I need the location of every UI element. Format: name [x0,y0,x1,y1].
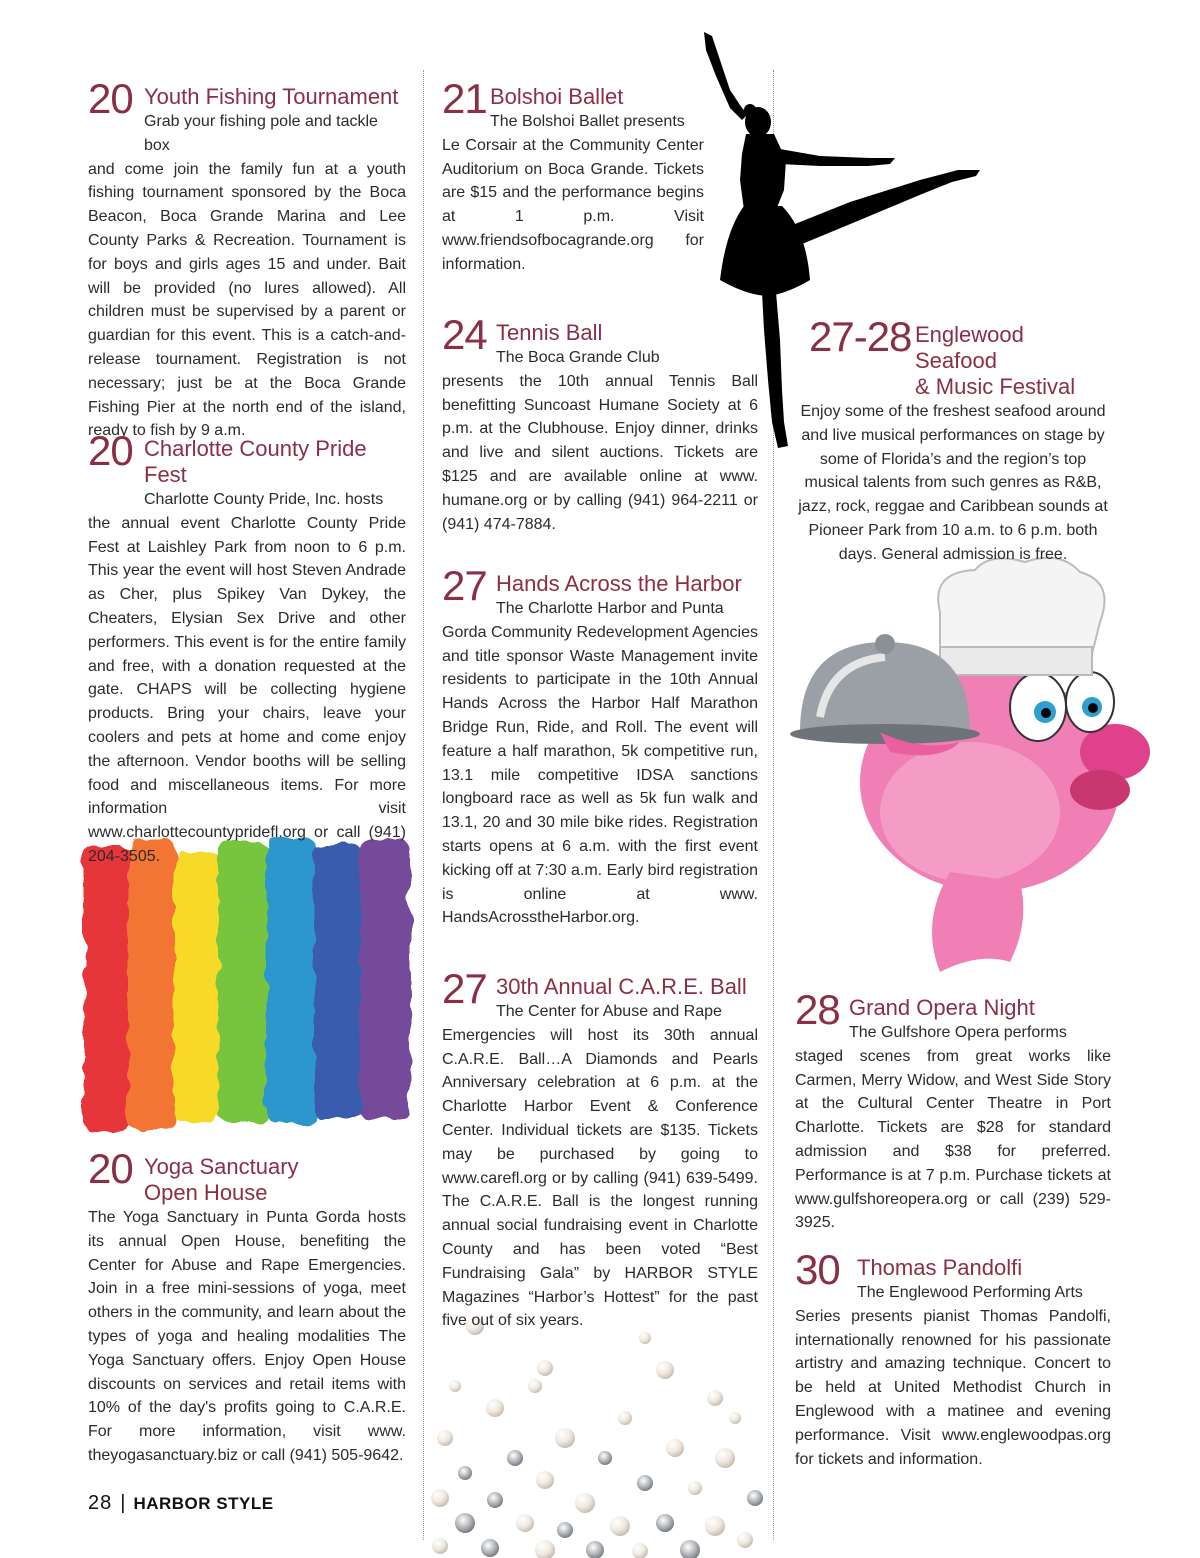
event-title: Bolshoi Ballet [490,84,624,109]
event-lead-text: The Center for Abuse and Rape [496,1003,722,1020]
event-lead-text: The Bolshoi Ballet presents [490,113,685,130]
event-description: Emergencies will host its 30th annual C.A.R.E. Ball…A Diamonds and Pearls Anniversary celebration at 6 p.m. at the Charlotte Harbor Event & Conference Center. Individual tickets are $135. Tickets may be purchased by going to www.careﬂ.org or by calling (941) 639-5499. The C.A.R.E. Ball is the longest running annual social fundraising event in Charlotte County and has been voted “Best Fundraising Gala” by HARBOR STYLE Magazines “Harbor’s Hottest” for the past five out of six years. [442,1026,758,1330]
event-day: 27 [442,562,487,609]
event-title: Thomas Pandolfi [857,1255,1023,1280]
event-description: Series presents pianist Thomas Pandolfi, internationally renowned for his passionate artistry and amazing technique. Concert to be held at United Methodist Church in Englewood with a matinee and evening performance. Visit www.englewoodpas.org for tickets and information. [795,1307,1111,1468]
event-englewood-seafood-music-festival [795,313,1111,567]
page-footer [88,1492,274,1515]
event-description: Gorda Community Redevelopment Agencies and title sponsor Waste Management invite residents to participate in the 10th Annual Hands Across the Harbor Half Marathon Bridge Run, Ride, and Roll. The event will feature a half marathon, 5k competitive run, 13.1 mile competitive IDSA sanctions longboard race as well as 5k fun walk and 13.1, 20 and 30 mile bike rides. Registration starts opens at 6 a.m. with the first event kicking off at 7:30 a.m. Early bird registration is online at www. HandsAcrosstheHarbor.org. [442,623,758,927]
event-thomas-pandolfi [795,1246,1111,1471]
event-youth-fishing-tournament [88,75,406,443]
pink-fish-chef-illustration [790,552,1160,982]
event-day: 20 [88,75,133,122]
event-description: Le Corsair at the Community Center Auditorium on Boca Grande. Tickets are $15 and the performance begins at 1 p.m. Visit www.friendsofbocagrande.org for information. [442,136,704,273]
event-day: 27-28 [809,313,912,360]
event-title-line-2: Open House [144,1180,268,1205]
event-description: presents the 10th annual Tennis Ball benefitting Suncoast Humane Society at 6 p.m. at the Clubhouse. Enjoy dinner, drinks and live and silent auctions. Tickets are $125 and are available online at www. humane.org or by calling (941) 964-2211 or (941) 474-7884. [442,372,758,533]
event-tennis-ball [442,311,758,536]
event-lead-text: The Englewood Performing Arts [857,1284,1083,1301]
event-description: and come join the family fun at a youth fishing tournament sponsored by the Boca Beacon, Boca Grande Marina and Lee County Parks & Recreation. Tournament is for boys and girls ages 15 and under. Bait will be provided (no lures allowed). All children must be supervised by a parent or guardian for this event. This is a catch-and-release tournament. Registration is not necessary; just be at the Boca Grande Fishing Pier at the north end of the island, ready to fish by 9 a.m. [88,160,406,440]
event-yoga-sanctuary-open-house [88,1145,406,1468]
event-care-ball [442,965,758,1333]
event-description: staged scenes from great works like Carmen, Merry Widow, and West Side Story at the Cultural Center Theatre in Port Charlotte. Tickets are $28 for standard admission and $38 for preferred. Performance is at 7 p.m. Purchase tickets at www.gulfshoreopera.org or call (239) 529-3925. [795,1047,1111,1232]
event-title: 30th Annual C.A.R.E. Ball [496,974,747,999]
event-day: 20 [88,1145,133,1192]
event-lead-text: Grab your fishing pole and tackle box [144,113,378,154]
event-title: Charlotte County Pride Fest [144,436,367,487]
event-title: Yoga Sanctuary [144,1154,299,1179]
event-title: Englewood Seafood [915,322,1024,373]
event-title: Youth Fishing Tournament [144,84,399,109]
event-charlotte-county-pride-fest [88,427,406,869]
event-description: The Yoga Sanctuary in Punta Gorda hosts its annual Open House, benefiting the Center for Abuse and Rape Emergencies. Join in a free mini-sessions of yoga, meet others in the community, and learn about the types of yoga and healing modalities The Yoga Sanctuary offers. Enjoy Open House discounts on services and retail items with 10% of the day's profits going to C.A.R.E. For more information, visit www. theyogasanctuary.biz or call (941) 505-9642. [88,1209,406,1464]
footer-separator: | [120,1492,126,1514]
page-number: 28 [88,1492,113,1514]
event-lead-text: Charlotte County Pride, Inc. hosts [144,491,384,508]
event-title: Tennis Ball [496,320,603,345]
event-title: Hands Across the Harbor [496,571,742,596]
event-title: Grand Opera Night [849,995,1035,1020]
pearls-and-diamonds-decoration [425,1308,775,1558]
event-day: 27 [442,965,487,1012]
event-day: 28 [795,986,840,1033]
event-day: 20 [88,427,133,474]
event-lead-text: The Gulfshore Opera performs [849,1024,1067,1041]
watercolor-rainbow-stripes [78,832,423,1142]
event-day: 30 [795,1246,840,1293]
event-bolshoi-ballet [442,75,704,277]
event-description: the annual event Charlotte County Pride Fest at Laishley Park from noon to 6 p.m. This year the event will host Steven Andrade as Cher, plus Spikey Van Dykey, the Cheaters, Elysian Sex Drive and other performers. This event is for the entire family and free, with a donation requested at the gate. CHAPS will be collecting hygiene products. Bring your chairs, leave your coolers and pets at home and come enjoy the afternoon. Vendor booths will be selling food and miscellaneous items. For more information visit www.charlottecountyprideﬂ.org or call (941) 204-3505. [88,514,406,865]
event-description: Enjoy some of the freshest seafood around and live musical performances on stage by some of Florida’s and the region’s top musical talents from such genres as R&B, jazz, rock, reggae and Caribbean sounds at Pioneer Park from 10 a.m. to 6 p.m. both days. General admission is free. [798,403,1108,563]
event-day: 21 [442,75,487,122]
event-day: 24 [442,311,487,358]
event-lead-text: The Boca Grande Club [496,349,660,366]
event-hands-across-the-harbor [442,562,758,930]
magazine-name: HARBOR STYLE [133,1494,274,1513]
column-divider-left [423,70,424,1540]
event-grand-opera-night [795,986,1111,1235]
event-lead-text: The Charlotte Harbor and Punta [496,600,724,617]
event-title-line-2: & Music Festival [915,374,1076,399]
